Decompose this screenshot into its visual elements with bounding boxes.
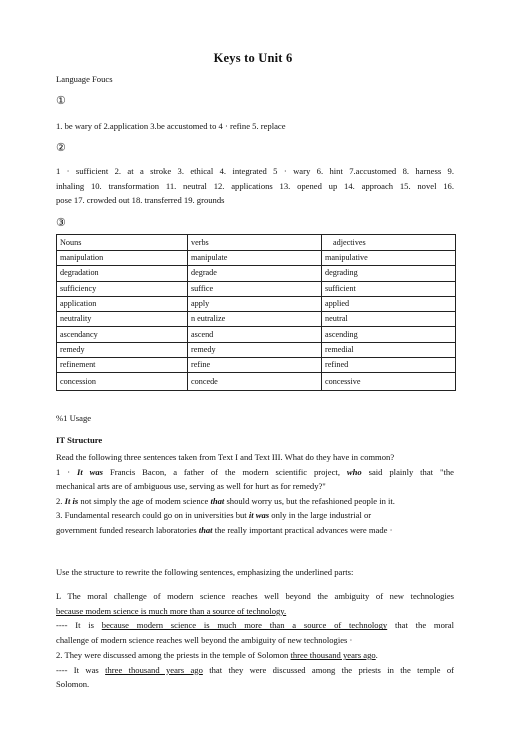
text-run: the really important practical advances were made · [212,524,393,535]
table-cell: application [57,296,188,311]
exercise-2-answers [56,164,454,208]
emphasis-run: who [346,466,362,477]
emphasis-run: that [210,495,225,506]
table-cell: apply [188,296,322,311]
table-cell: manipulation [57,251,188,266]
table-cell: neutrality [57,312,188,327]
question-underlined-part: because modem science is much more than a source of technology. [56,605,287,616]
table-cell: ascend [188,327,322,342]
table-row [57,342,456,357]
intro-line: mechanical arts are of ambiguous use, serving as well for hurt as for remedy?" [56,481,326,492]
table-cell: concessive [322,373,456,391]
table-cell: remedial [322,342,456,357]
intro-sentence-3 [56,508,454,523]
emphasis-run: it was [248,510,270,521]
exercise-mark-1: ① [56,95,66,107]
emphasis-run: It is [64,495,79,506]
section-heading-language-focus: Language Foucs [56,74,113,84]
text-run: Francis Bacon, a father of the modern scientific project, [103,466,347,477]
section-heading-it-structure: IT Structure [56,435,103,445]
table-cell: degrade [188,266,322,281]
word-forms-table [56,234,456,391]
text-run: . [375,650,378,660]
table-row [57,296,456,311]
intro-sentence-1 [56,465,454,480]
text-run: said plainly that "the [361,466,454,477]
underlined-run: because modern science is much more than a source of technology [101,620,388,631]
text-run: only in the large industrial or [269,510,372,521]
table-row [57,266,456,281]
table-row [57,281,456,296]
text-run: government funded research laboratories [56,524,199,535]
table-cell: concede [188,373,322,391]
table-row [57,327,456,342]
text-run: that the moral [387,620,454,631]
answer-line: Solomon. [56,679,90,690]
section-heading-usage: %1 Usage [56,413,92,423]
emphasis-run: that [198,524,213,535]
underlined-run: three thousand years ago [105,664,203,675]
intro-line [56,523,454,538]
text-run: ---- It is [56,620,102,631]
intro-line: Read the following three sentences taken from Text I and Text III. What do they have in common? [56,452,395,462]
question-1 [56,589,454,648]
text-run: should worry us, but the refashioned people in it. [224,495,395,506]
table-cell: suffice [188,281,322,296]
table-cell: neutral [322,312,456,327]
table-cell: ascendancy [57,327,188,342]
table-row [57,373,456,391]
table-cell: sufficiency [57,281,188,296]
text-run: that they were discussed among the priests in the temple of [202,664,454,675]
table-header: adjectives [322,235,456,251]
question-line: L The moral challenge of modern science reaches well beyond the ambiguity of new technologies [56,591,454,601]
table-cell: degradation [57,266,188,281]
exercise-mark-2: ② [56,142,66,154]
question-line [56,648,454,663]
page-title: Keys to Unit 6 [213,51,293,65]
table-cell: n eutralize [188,312,322,327]
table-cell: applied [322,296,456,311]
table-cell: refine [188,358,322,373]
table-header: Nouns [57,235,188,251]
text-run: not simply the age of modem science [78,495,211,506]
question-2 [56,648,454,692]
answer-line [56,618,454,633]
table-header: verbs [188,235,322,251]
table-cell: ascending [322,327,456,342]
table-cell: refined [322,358,456,373]
table-cell: sufficient [322,281,456,296]
table-cell: concession [57,373,188,391]
text-run: 2. They were discussed among the priests in the temple of Solomon [56,650,291,660]
exercise-mark-3: ③ [56,217,66,229]
text-run: 1 · [56,466,77,477]
exercise-1-answers: 1. be wary of 2.application 3.be accustomed to 4 · refine 5. replace [56,121,286,131]
table-cell: manipulate [188,251,322,266]
instruction-text: Use the structure to rewrite the following sentences, emphasizing the underlined parts: [56,567,354,577]
table-row [57,312,456,327]
table-cell: remedy [188,342,322,357]
exercise-2-line: pose 17. crowded out 18. transferred 19. grounds [56,195,225,205]
table-cell: remedy [57,342,188,357]
text-run: 3. Fundamental research could go on in universities but [56,510,249,521]
emphasis-run: It was [77,466,104,477]
table-header-row [57,235,456,251]
exercise-2-line: inhaling 10. transformation 11. neutral 12. applications 13. opened up 14. approach 15. novel 16. [56,180,454,191]
text-run: 2. [56,495,65,506]
text-run: ---- It was [56,664,106,675]
table-cell: manipulative [322,251,456,266]
answer-line: challenge of modern science reaches well beyond the ambiguity of new technologies · [56,635,353,646]
underlined-run: three thousand years ago [290,650,376,660]
answer-line [56,663,454,678]
table-cell: refinement [57,358,188,373]
exercise-2-line: 1 · sufficient 2. at a stroke 3. ethical 4. integrated 5 · wary 6. hint 7.accustomed 8. harness 9. [56,166,454,176]
table-row [57,251,456,266]
intro-sentence-2 [56,494,454,509]
table-row [57,358,456,373]
table-cell: degrading [322,266,456,281]
intro-paragraph [56,450,454,538]
